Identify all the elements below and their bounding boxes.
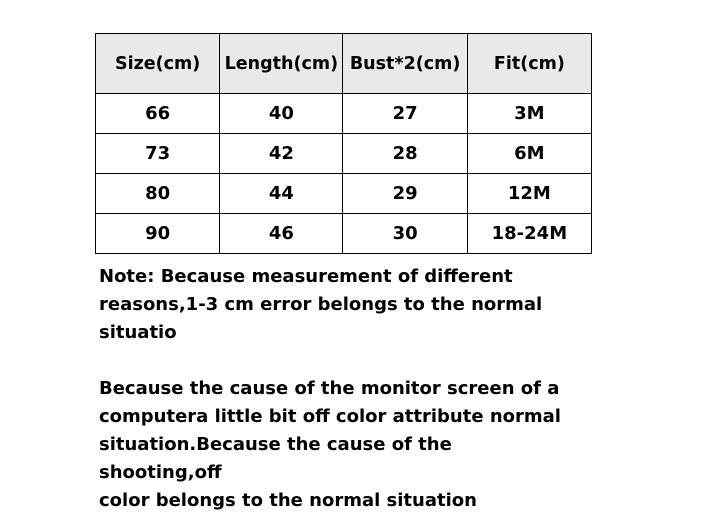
cell-size: 66 bbox=[96, 94, 220, 134]
header-size: Size(cm) bbox=[96, 34, 220, 94]
header-length: Length(cm) bbox=[220, 34, 343, 94]
cell-length: 46 bbox=[220, 214, 343, 254]
cell-fit: 6M bbox=[467, 134, 591, 174]
table-header-row bbox=[96, 34, 592, 94]
cell-size: 90 bbox=[96, 214, 220, 254]
cell-length: 40 bbox=[220, 94, 343, 134]
cell-fit: 3M bbox=[467, 94, 591, 134]
table-row bbox=[96, 94, 592, 134]
color-note: Because the cause of the monitor screen of a computera little bit off color attribute normal situation.Because the cause of the shooting,off color belongs to the normal situation bbox=[99, 378, 561, 511]
cell-size: 73 bbox=[96, 134, 220, 174]
cell-bust: 27 bbox=[343, 94, 467, 134]
cell-size: 80 bbox=[96, 174, 220, 214]
cell-fit: 18-24M bbox=[467, 214, 591, 254]
cell-length: 42 bbox=[220, 134, 343, 174]
header-fit: Fit(cm) bbox=[467, 34, 591, 94]
cell-bust: 30 bbox=[343, 214, 467, 254]
table-row bbox=[96, 214, 592, 254]
cell-bust: 28 bbox=[343, 134, 467, 174]
table-row bbox=[96, 134, 592, 174]
header-bust: Bust*2(cm) bbox=[343, 34, 467, 94]
cell-fit: 12M bbox=[467, 174, 591, 214]
cell-bust: 29 bbox=[343, 174, 467, 214]
table-row bbox=[96, 174, 592, 214]
size-chart-table bbox=[95, 33, 592, 254]
measurement-note: Note: Because measurement of different reasons,1-3 cm error belongs to the normal situatio bbox=[99, 266, 543, 343]
cell-length: 44 bbox=[220, 174, 343, 214]
